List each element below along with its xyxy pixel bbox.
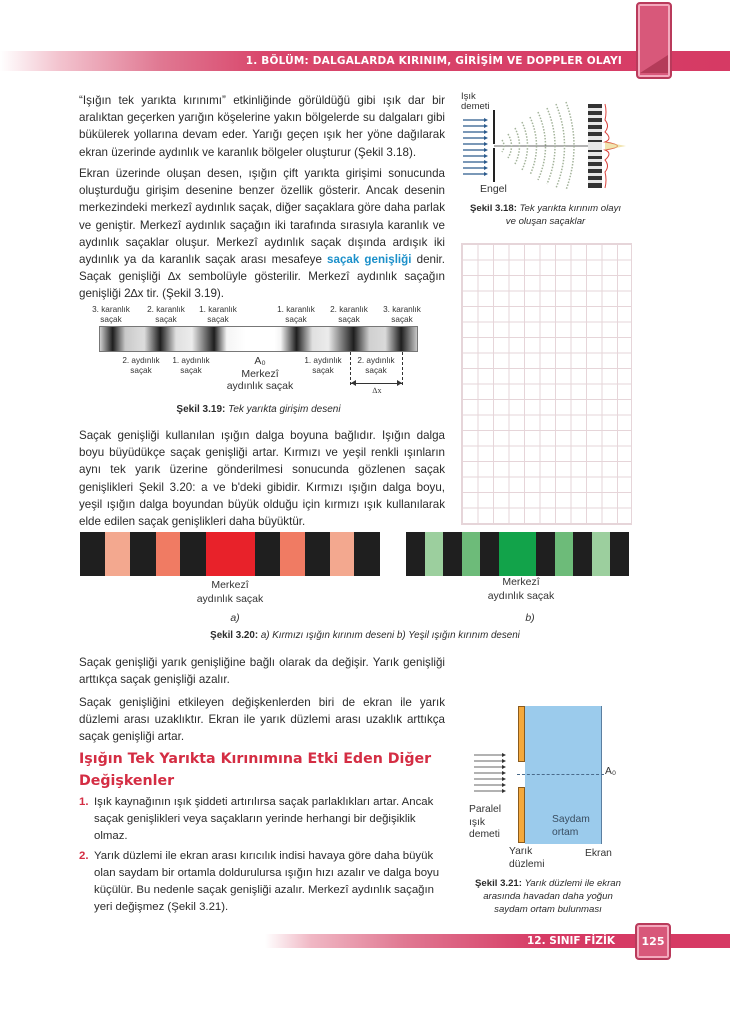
paragraph-pattern [79,165,445,303]
label-line: 2. karanlık [330,305,368,314]
label-line: saçak [100,314,122,324]
label-line: 2. aydınlık [357,356,395,365]
stripe [354,532,380,576]
stripe [499,532,536,576]
figure-3-18 [458,91,633,195]
dx-right-marker [402,352,403,385]
caption-text: Yarık düzlemi ile ekran [524,878,621,889]
stripe [555,532,573,576]
dark-fringe-2-left [143,305,189,324]
bright-fringe-2-right [353,356,399,375]
caption-label: Şekil 3.19: [176,404,226,415]
label-line: saçak [180,365,202,375]
stripe [156,532,180,576]
stripe [105,532,130,576]
caption-text: arasında havadan daha yoğun [483,891,613,902]
label-line: Merkezî [211,579,249,591]
stripe [130,532,156,576]
stripe [592,532,610,576]
caption-text: saydam ortam bulunması [494,904,602,915]
label-line: aydınlık saçak [226,380,294,392]
arrow-icons [463,120,484,174]
label-line: 2. aydınlık [122,356,160,365]
dark-fringe-1-right [273,305,319,324]
label-line: aydınlık saçak [487,589,555,602]
medium-label [552,814,590,839]
label-line: saçak [207,314,229,324]
stripe [443,532,462,576]
figure-3-19-caption [99,403,418,416]
book-title: 12. SINIF FİZİK [527,935,615,947]
list-text: Işık kaynağının ışık şiddeti artırılırsa saçak parlaklıkları artar. Ancak saçak genişlikleri veya saçakların yerinde herhangi bir değişiklik olmaz. [94,796,434,842]
red-central-fringe-label [180,579,280,606]
label-line: saçak [130,365,152,375]
label-line: 2. karanlık [147,305,185,314]
label-line: Merkezî [502,576,540,588]
list-number: 2. [79,850,89,862]
beam-label-line: Işık [461,91,476,102]
chapter-tab-fold [640,55,668,73]
stripe [280,532,305,576]
caption-text: Tek yarıkta girişim deseni [228,404,341,415]
label-line: saçak [312,365,334,375]
label-line: Merkezî [241,367,279,380]
page-number: 125 [635,923,671,960]
list-number: 1. [79,796,89,808]
stripe [480,532,499,576]
paragraph-intro: “Işığın tek yarıkta kırınımı” etkinliğinde görüldüğü gibi ışık dar bir aralıktan geçerken yarığın köşelerine yakın bölgelerde su dalgaları gibi bükülerek yollarına devam eder. Yarığı geçen ışık her yöne dağılarak ekran üzerinde aydınlık ve karanlık bölgeler oluşturur (Şekil 3.18). [79,94,445,159]
figure-3-20-caption [150,629,580,642]
stripe [305,532,330,576]
paragraph-slit-width: Saçak genişliği yarık genişliğine bağlı olarak da değişir. Yarık genişliği arttıkça saçak genişliği azalır. [79,656,445,687]
paragraph-wavelength: Saçak genişliği kullanılan ışığın dalga boyuna bağlıdır. Işığın dalga boyu büyüdükçe saçak genişliği artar. Kırmızı ve yeşil renkli ışınların aynı tek yarık üzerine gönderilmesi sonucunda gözlenen saçak genişlikleri Şekil 3.20: a ve b'deki gibidir. Kırmızı ışığın dalga boyu, yeşil ışığın dalga boyundan büyük olduğu için kırmızı ışık kullanılarak elde edilen saçak genişlikleri daha büyüktür. [79,429,445,529]
caption-text: Tek yarıkta kırınım olayı [519,203,622,214]
dx-label: ∆x [372,386,382,395]
fringe-pattern-bar [99,326,418,352]
section-heading: Işığın Tek Yarıkta Kırınımına Etki Eden Diğer Değişkenler [79,751,432,789]
label-line: 3. karanlık [383,305,421,314]
stripe [255,532,280,576]
label-line: aydınlık saçak [196,592,264,605]
stripe [330,532,354,576]
stripe [180,532,206,576]
list-item-2 [79,848,449,916]
arrow-left-icon [351,380,356,386]
obstacle-label: Engel [480,183,507,195]
center-axis-line [517,774,604,775]
term-fringe-width: saçak genişliği [327,253,412,267]
parallel-beam-label [469,804,501,842]
stripe [425,532,443,576]
caption-text: ve oluşan saçaklar [505,216,586,227]
caption-label: Şekil 3.21: [475,878,522,889]
label-line: 3. karanlık [92,305,130,314]
bright-fringe-1-right [300,356,346,375]
label-line: saçak [391,314,413,324]
caption-label: Şekil 3.18: [469,203,517,214]
stripe [462,532,480,576]
stripe [573,532,592,576]
label-line: saçak [155,314,177,324]
dark-fringe-3-right [379,305,425,324]
stripe [206,532,255,576]
dark-fringe-3-left [88,305,134,324]
paragraph-screen-distance: Saçak genişliğini etkileyen değişkenlerden biri de ekran ile yarık düzlemi arası uzaklıktır. Ekran ile yarık düzlemi arası uzaklık arttıkça saçak genişliği artar. [79,696,445,744]
label-line: saçak [285,314,307,324]
figure-3-18-caption [458,202,633,228]
paragraph-text: Ekran üzerinde oluşan desen, ışığın çift yarıkta girişimi sonucunda oluşturduğu girişim desenine benzer özellik gösterir. Ancak desenin merkezindeki merkezî aydınlık saçak, diğer saçaklara göre daha parlak ve geniştir. Merkezî aydınlık saçağın iki tarafında sırasıyla karanlık ve aydınlık saçaklar oluşur. Merkezî aydınlık saçak dışında ardışık iki aydınlık ya da karanlık saçak arası mesafeye [79,167,445,267]
slit-plane-label [509,846,544,871]
label-line: Paralel [469,804,502,815]
label-line: düzlemi [509,858,545,870]
paragraph-text: denir. Saçak genişliği ∆x sembolüyle gösterilir. Merkezî aydınlık saçağın genişliği 2∆x tir. (Şekil 3.19). [79,253,445,301]
central-bright-fringe-label [215,355,305,393]
label-line: 1. karanlık [277,305,315,314]
center-point-label: A₀ [605,766,617,777]
label-line: saçak [365,365,387,375]
green-diffraction-pattern [406,532,629,576]
bright-fringe-2-left [118,356,164,375]
dark-fringe-1-left [195,305,241,324]
diffraction-diagram [458,92,633,192]
label-line: ortam [552,826,579,838]
center-symbol: A₀ [254,355,266,367]
label-line: 1. karanlık [199,305,237,314]
note-grid [461,243,632,525]
sub-label-b: b) [525,612,535,624]
arrow-right-icon [397,380,402,386]
stripe [406,532,425,576]
label-line: saçak [338,314,360,324]
label-line: Saydam [552,814,590,825]
stripe [610,532,629,576]
label-line: 1. aydınlık [172,356,210,365]
label-line: Yarık [509,846,533,857]
red-diffraction-pattern [80,532,380,576]
caption-label: Şekil 3.20: [210,630,259,641]
list-text: Yarık düzlemi ile ekran arası kırıcılık indisi havaya göre daha büyük olan saydam bir ortamla doldurulursa ışığın hızı azalır ve dalga boyu küçülür. Bu nedenle saçak genişliği azalır. Merkezî aydınlık saçağın yeri değişmez (Şekil 3.21). [94,850,440,913]
bright-fringe-1-left [168,356,214,375]
list-item-1 [79,794,449,845]
stripe [80,532,105,576]
label-line: demeti [469,829,500,840]
stripe [536,532,555,576]
label-line: 1. aydınlık [304,356,342,365]
dx-arrow [351,383,402,384]
caption-text: a) Kırmızı ışığın kırınım deseni b) Yeşil ışığın kırınım deseni [260,630,520,641]
chapter-title: 1. BÖLÜM: DALGALARDA KIRINIM, GİRİŞİM VE DOPPLER OLAYI [245,55,622,67]
beam-label-line: demeti [461,101,490,112]
figure-3-21-caption [458,877,638,916]
dark-fringe-2-right [326,305,372,324]
screen-label: Ekran [585,848,612,859]
label-line: ışık [469,816,486,828]
sub-label-a: a) [230,612,240,624]
green-central-fringe-label [471,576,571,603]
